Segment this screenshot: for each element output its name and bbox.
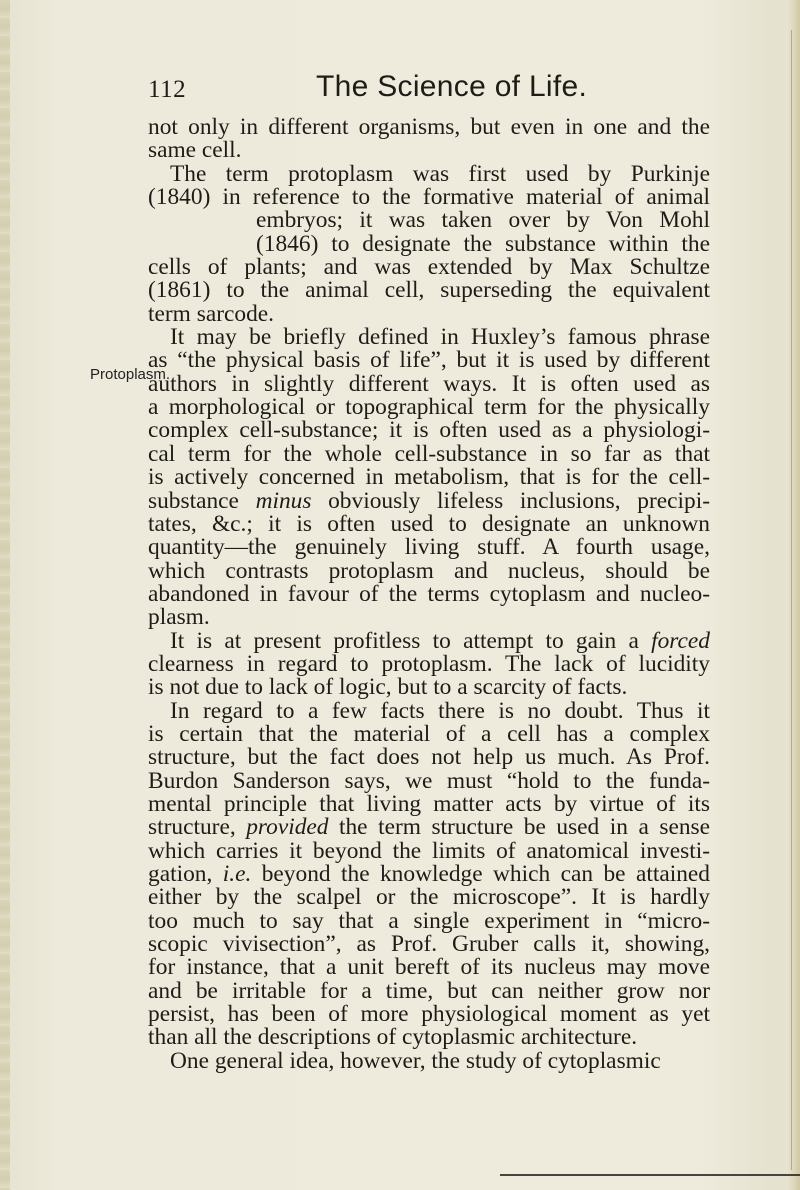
text-line bbox=[148, 487, 710, 514]
text-line: is certain that the material of a cell has a complex bbox=[148, 720, 710, 747]
text-line: abandoned in favour of the terms cytoplasm and nucleo- bbox=[148, 580, 710, 607]
text-line: embryos; it was taken over by Von Mohl bbox=[256, 207, 710, 234]
text-line bbox=[148, 627, 710, 654]
text-line: Burdon Sanderson says, we must “hold to the funda- bbox=[148, 767, 710, 794]
text-line: structure, but the fact does not help us much. As Prof. bbox=[148, 744, 710, 771]
text-line: tates, &c.; it is often used to designate an unknown bbox=[148, 510, 710, 537]
text-line: is actively concerned in metabolism, that is for the cell- bbox=[148, 464, 710, 491]
text-line: too much to say that a single experiment in “micro- bbox=[148, 907, 710, 934]
text-line bbox=[148, 816, 710, 839]
text-line: same cell. bbox=[148, 137, 242, 164]
text-line: cells of plants; and was extended by Max Schultze bbox=[148, 254, 710, 281]
text-segment: obviously lifeless inclusions, precipi- bbox=[311, 487, 710, 514]
body-text bbox=[148, 116, 710, 1073]
text-line: term sarcode. bbox=[148, 300, 274, 327]
text-line: authors in slightly different ways. It is often used as bbox=[148, 370, 710, 397]
text-line: than all the descriptions of cytoplasmic architecture. bbox=[148, 1024, 638, 1051]
text-line: The term protoplasm was first used by Purkinje bbox=[170, 160, 710, 187]
margin-note: Protoplasm. bbox=[90, 366, 171, 383]
page-number: 112 bbox=[148, 76, 187, 103]
italic-word: provided bbox=[246, 814, 329, 841]
text-line: cal term for the whole cell-substance in so far as that bbox=[148, 440, 710, 467]
text-line: and be irritable for a time, but can neither grow nor bbox=[148, 977, 710, 1004]
text-segment: It is at present profitless to attempt to gain a bbox=[170, 627, 652, 654]
text-line: is not due to lack of logic, but to a scarcity of facts. bbox=[148, 674, 628, 701]
text-line: (1861) to the animal cell, superseding the equivalent bbox=[148, 277, 710, 304]
text-segment: gation, bbox=[148, 861, 223, 887]
running-title: The Science of Life. bbox=[316, 70, 588, 103]
text-line: either by the scalpel or the microscope”. It is hardly bbox=[148, 884, 710, 911]
text-line: for instance, that a unit bereft of its nucleus may move bbox=[148, 954, 710, 981]
text-line: which contrasts protoplasm and nucleus, should be bbox=[148, 557, 710, 584]
text-line bbox=[148, 863, 710, 886]
text-line: complex cell-substance; it is often used as a physiologi- bbox=[148, 417, 710, 444]
text-line: mental principle that living matter acts by virtue of its bbox=[148, 790, 710, 817]
text-line: which carries it beyond the limits of anatomical investi- bbox=[148, 837, 710, 864]
page-edge-line bbox=[791, 30, 792, 1170]
text-line: clearness in regard to protoplasm. The lack of lucidity bbox=[148, 650, 710, 677]
text-line: persist, has been of more physiological moment as yet bbox=[148, 1001, 710, 1028]
text-segment: beyond the knowledge which can be attained bbox=[251, 861, 710, 887]
text-segment: the term structure be used in a sense bbox=[328, 814, 711, 841]
page-fore-edge bbox=[786, 0, 800, 1190]
page-gutter-shadow bbox=[0, 0, 10, 1190]
text-line: scopic vivisection”, as Prof. Gruber calls it, showing, bbox=[148, 931, 710, 958]
text-line: a morphological or topographical term for the physically bbox=[148, 394, 710, 421]
text-line: plasm. bbox=[148, 604, 210, 631]
italic-word: minus bbox=[255, 487, 312, 514]
text-line: It may be briefly defined in Huxley’s famous phrase bbox=[170, 324, 710, 351]
text-line: (1846) to designate the substance within the bbox=[256, 230, 710, 257]
text-line: One general idea, however, the study of cytoplasmic bbox=[170, 1047, 661, 1074]
text-line: as “the physical basis of life”, but it is used by different bbox=[148, 347, 710, 374]
text-segment: structure, bbox=[148, 814, 247, 841]
italic-word: forced bbox=[651, 627, 710, 654]
text-line: not only in different organisms, but even in one and the bbox=[148, 114, 710, 140]
italic-word: i.e. bbox=[222, 861, 252, 887]
page-bottom-edge bbox=[500, 1174, 800, 1176]
running-header bbox=[148, 70, 708, 110]
text-segment: substance bbox=[148, 487, 256, 514]
text-line: (1840) in reference to the formative material of animal bbox=[148, 184, 710, 211]
text-line: quantity—the genuinely living stuff. A fourth usage, bbox=[148, 534, 710, 561]
text-line: In regard to a few facts there is no doubt. Thus it bbox=[170, 697, 710, 724]
